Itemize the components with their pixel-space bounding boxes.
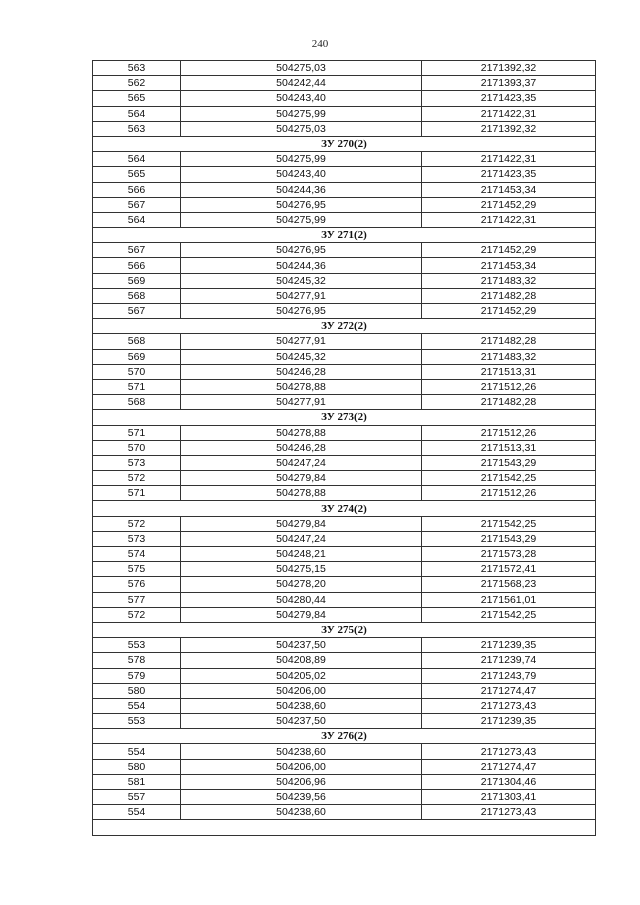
table-row	[93, 668, 596, 683]
empty-cell	[93, 820, 596, 835]
point-number-cell: 571	[93, 425, 181, 440]
table-row	[93, 76, 596, 91]
y-coordinate-cell: 2171561,01	[422, 592, 596, 607]
y-coordinate-cell: 2171542,25	[422, 607, 596, 622]
point-number-cell: 569	[93, 349, 181, 364]
y-coordinate-cell: 2171482,28	[422, 334, 596, 349]
point-number-cell: 553	[93, 714, 181, 729]
table-row	[93, 364, 596, 379]
section-title: ЗУ 271(2)	[93, 228, 596, 243]
point-number-cell: 569	[93, 273, 181, 288]
table-row	[93, 106, 596, 121]
x-coordinate-cell: 504244,36	[181, 258, 422, 273]
table-row	[93, 774, 596, 789]
table-row	[93, 455, 596, 470]
y-coordinate-cell: 2171543,29	[422, 531, 596, 546]
point-number-cell: 553	[93, 638, 181, 653]
point-number-cell: 580	[93, 759, 181, 774]
y-coordinate-cell: 2171573,28	[422, 547, 596, 562]
y-coordinate-cell: 2171542,25	[422, 471, 596, 486]
table-row	[93, 167, 596, 182]
y-coordinate-cell: 2171453,34	[422, 182, 596, 197]
section-title: ЗУ 272(2)	[93, 319, 596, 334]
table-row	[93, 243, 596, 258]
table-row	[93, 395, 596, 410]
point-number-cell: 579	[93, 668, 181, 683]
x-coordinate-cell: 504206,96	[181, 774, 422, 789]
x-coordinate-cell: 504275,99	[181, 106, 422, 121]
point-number-cell: 572	[93, 516, 181, 531]
x-coordinate-cell: 504278,20	[181, 577, 422, 592]
coordinates-table	[92, 60, 596, 836]
x-coordinate-cell: 504238,60	[181, 744, 422, 759]
y-coordinate-cell: 2171392,32	[422, 121, 596, 136]
table-row	[93, 790, 596, 805]
point-number-cell: 573	[93, 455, 181, 470]
table-row	[93, 152, 596, 167]
section-header-row	[93, 622, 596, 637]
table-row	[93, 304, 596, 319]
y-coordinate-cell: 2171452,29	[422, 197, 596, 212]
section-title: ЗУ 275(2)	[93, 622, 596, 637]
y-coordinate-cell: 2171452,29	[422, 243, 596, 258]
y-coordinate-cell: 2171392,32	[422, 61, 596, 76]
x-coordinate-cell: 504247,24	[181, 531, 422, 546]
point-number-cell: 574	[93, 547, 181, 562]
y-coordinate-cell: 2171482,28	[422, 395, 596, 410]
y-coordinate-cell: 2171303,41	[422, 790, 596, 805]
y-coordinate-cell: 2171274,47	[422, 683, 596, 698]
table-row	[93, 653, 596, 668]
table-row	[93, 258, 596, 273]
point-number-cell: 564	[93, 106, 181, 121]
point-number-cell: 567	[93, 197, 181, 212]
point-number-cell: 564	[93, 152, 181, 167]
y-coordinate-cell: 2171273,43	[422, 805, 596, 820]
y-coordinate-cell: 2171393,37	[422, 76, 596, 91]
section-header-row	[93, 501, 596, 516]
point-number-cell: 566	[93, 258, 181, 273]
x-coordinate-cell: 504275,99	[181, 212, 422, 227]
y-coordinate-cell: 2171423,35	[422, 91, 596, 106]
table-row	[93, 759, 596, 774]
y-coordinate-cell: 2171482,28	[422, 288, 596, 303]
y-coordinate-cell: 2171422,31	[422, 212, 596, 227]
y-coordinate-cell: 2171512,26	[422, 486, 596, 501]
point-number-cell: 563	[93, 61, 181, 76]
table-row	[93, 379, 596, 394]
y-coordinate-cell: 2171542,25	[422, 516, 596, 531]
table-row	[93, 638, 596, 653]
table-row	[93, 471, 596, 486]
x-coordinate-cell: 504275,03	[181, 121, 422, 136]
table-row	[93, 577, 596, 592]
table-row	[93, 212, 596, 227]
x-coordinate-cell: 504206,00	[181, 683, 422, 698]
y-coordinate-cell: 2171422,31	[422, 152, 596, 167]
y-coordinate-cell: 2171483,32	[422, 273, 596, 288]
table-row	[93, 61, 596, 76]
x-coordinate-cell: 504277,91	[181, 395, 422, 410]
x-coordinate-cell: 504246,28	[181, 440, 422, 455]
x-coordinate-cell: 504242,44	[181, 76, 422, 91]
table-row	[93, 607, 596, 622]
point-number-cell: 564	[93, 212, 181, 227]
section-header-row	[93, 729, 596, 744]
section-title: ЗУ 276(2)	[93, 729, 596, 744]
x-coordinate-cell: 504208,89	[181, 653, 422, 668]
section-title: ЗУ 270(2)	[93, 136, 596, 151]
x-coordinate-cell: 504206,00	[181, 759, 422, 774]
y-coordinate-cell: 2171304,46	[422, 774, 596, 789]
x-coordinate-cell: 504275,03	[181, 61, 422, 76]
y-coordinate-cell: 2171274,47	[422, 759, 596, 774]
y-coordinate-cell: 2171422,31	[422, 106, 596, 121]
x-coordinate-cell: 504238,60	[181, 805, 422, 820]
x-coordinate-cell: 504275,15	[181, 562, 422, 577]
point-number-cell: 575	[93, 562, 181, 577]
x-coordinate-cell: 504279,84	[181, 516, 422, 531]
y-coordinate-cell: 2171568,23	[422, 577, 596, 592]
y-coordinate-cell: 2171239,74	[422, 653, 596, 668]
table-row	[93, 516, 596, 531]
table-row	[93, 592, 596, 607]
table-row	[93, 197, 596, 212]
point-number-cell: 554	[93, 698, 181, 713]
y-coordinate-cell: 2171513,31	[422, 440, 596, 455]
x-coordinate-cell: 504278,88	[181, 379, 422, 394]
table-row	[93, 683, 596, 698]
table-row	[93, 91, 596, 106]
point-number-cell: 565	[93, 91, 181, 106]
x-coordinate-cell: 504248,21	[181, 547, 422, 562]
section-header-row	[93, 228, 596, 243]
y-coordinate-cell: 2171239,35	[422, 714, 596, 729]
point-number-cell: 566	[93, 182, 181, 197]
table-row	[93, 273, 596, 288]
y-coordinate-cell: 2171483,32	[422, 349, 596, 364]
point-number-cell: 568	[93, 395, 181, 410]
y-coordinate-cell: 2171453,34	[422, 258, 596, 273]
point-number-cell: 554	[93, 744, 181, 759]
table-row	[93, 288, 596, 303]
table-row	[93, 486, 596, 501]
point-number-cell: 563	[93, 121, 181, 136]
point-number-cell: 554	[93, 805, 181, 820]
point-number-cell: 580	[93, 683, 181, 698]
section-header-row	[93, 319, 596, 334]
x-coordinate-cell: 504277,91	[181, 334, 422, 349]
y-coordinate-cell: 2171513,31	[422, 364, 596, 379]
x-coordinate-cell: 504278,88	[181, 486, 422, 501]
page-number: 240	[311, 38, 329, 50]
x-coordinate-cell: 504247,24	[181, 455, 422, 470]
table-row	[93, 547, 596, 562]
table-row	[93, 349, 596, 364]
table-row	[93, 425, 596, 440]
point-number-cell: 570	[93, 364, 181, 379]
x-coordinate-cell: 504246,28	[181, 364, 422, 379]
table-row	[93, 744, 596, 759]
point-number-cell: 565	[93, 167, 181, 182]
y-coordinate-cell: 2171423,35	[422, 167, 596, 182]
point-number-cell: 581	[93, 774, 181, 789]
x-coordinate-cell: 504239,56	[181, 790, 422, 805]
coordinates-table-body	[93, 61, 596, 836]
x-coordinate-cell: 504278,88	[181, 425, 422, 440]
x-coordinate-cell: 504244,36	[181, 182, 422, 197]
section-header-row	[93, 410, 596, 425]
point-number-cell: 577	[93, 592, 181, 607]
x-coordinate-cell: 504243,40	[181, 91, 422, 106]
x-coordinate-cell: 504276,95	[181, 197, 422, 212]
x-coordinate-cell: 504280,44	[181, 592, 422, 607]
section-title: ЗУ 274(2)	[93, 501, 596, 516]
x-coordinate-cell: 504238,60	[181, 698, 422, 713]
point-number-cell: 567	[93, 304, 181, 319]
point-number-cell: 571	[93, 486, 181, 501]
table-row	[93, 531, 596, 546]
table-row	[93, 440, 596, 455]
y-coordinate-cell: 2171452,29	[422, 304, 596, 319]
x-coordinate-cell: 504277,91	[181, 288, 422, 303]
section-header-row	[93, 136, 596, 151]
point-number-cell: 557	[93, 790, 181, 805]
table-row	[93, 805, 596, 820]
empty-row	[93, 820, 596, 835]
point-number-cell: 571	[93, 379, 181, 394]
y-coordinate-cell: 2171572,41	[422, 562, 596, 577]
y-coordinate-cell: 2171243,79	[422, 668, 596, 683]
point-number-cell: 570	[93, 440, 181, 455]
y-coordinate-cell: 2171543,29	[422, 455, 596, 470]
section-title: ЗУ 273(2)	[93, 410, 596, 425]
x-coordinate-cell: 504243,40	[181, 167, 422, 182]
table-row	[93, 121, 596, 136]
x-coordinate-cell: 504237,50	[181, 714, 422, 729]
point-number-cell: 567	[93, 243, 181, 258]
table-row	[93, 562, 596, 577]
x-coordinate-cell: 504205,02	[181, 668, 422, 683]
x-coordinate-cell: 504237,50	[181, 638, 422, 653]
x-coordinate-cell: 504279,84	[181, 607, 422, 622]
table-row	[93, 714, 596, 729]
x-coordinate-cell: 504279,84	[181, 471, 422, 486]
point-number-cell: 562	[93, 76, 181, 91]
y-coordinate-cell: 2171273,43	[422, 744, 596, 759]
y-coordinate-cell: 2171273,43	[422, 698, 596, 713]
point-number-cell: 578	[93, 653, 181, 668]
table-row	[93, 334, 596, 349]
x-coordinate-cell: 504276,95	[181, 304, 422, 319]
point-number-cell: 568	[93, 334, 181, 349]
x-coordinate-cell: 504276,95	[181, 243, 422, 258]
x-coordinate-cell: 504245,32	[181, 349, 422, 364]
table-row	[93, 182, 596, 197]
y-coordinate-cell: 2171239,35	[422, 638, 596, 653]
point-number-cell: 572	[93, 471, 181, 486]
x-coordinate-cell: 504275,99	[181, 152, 422, 167]
table-row	[93, 698, 596, 713]
y-coordinate-cell: 2171512,26	[422, 379, 596, 394]
point-number-cell: 576	[93, 577, 181, 592]
x-coordinate-cell: 504245,32	[181, 273, 422, 288]
point-number-cell: 572	[93, 607, 181, 622]
y-coordinate-cell: 2171512,26	[422, 425, 596, 440]
point-number-cell: 568	[93, 288, 181, 303]
point-number-cell: 573	[93, 531, 181, 546]
